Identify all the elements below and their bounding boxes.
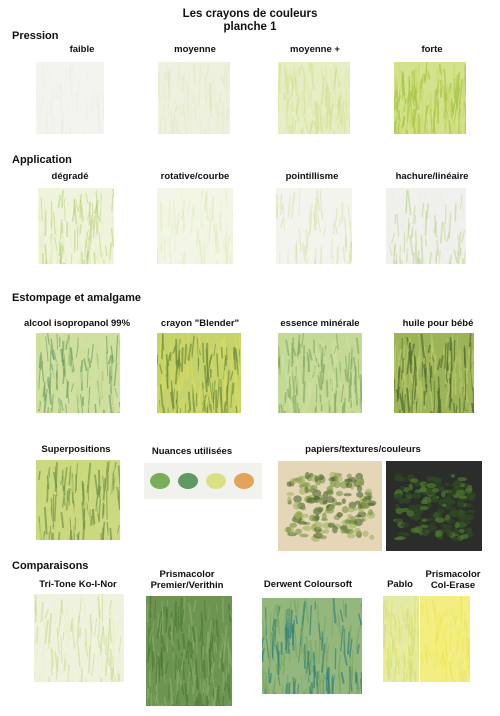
swatch-moyenne-plus [278,62,350,134]
title-line-1: Les crayons de couleurs [182,8,318,20]
swatch-faible [36,62,104,134]
swatch-colerase [420,596,470,682]
label-nuances: Nuances utilisées [151,446,233,457]
page-title [0,8,500,34]
section-title-application: Application [12,154,72,166]
label-derwent: Derwent Coloursoft [263,579,353,590]
swatch-essence-minerale [278,333,362,413]
swatch-papier-noir [386,461,482,551]
label-rotative-courbe: rotative/courbe [160,171,230,182]
label-faible: faible [69,44,95,55]
section-title-comparaisons: Comparaisons [12,560,89,572]
label-moyenne-plus: moyenne + [290,44,340,55]
swatch-degrade [38,188,114,264]
label-papiers: papiers/textures/couleurs [305,444,421,455]
nuances-strip [144,463,262,499]
swatch-blender [157,333,241,413]
label-degrade: dégradé [51,171,89,182]
nuance-swatch-1 [150,473,170,489]
label-alcool: alcool isopropanol 99% [23,318,131,329]
swatch-pablo [383,596,419,682]
label-pointillisme: pointillisme [285,171,339,182]
label-tritone: Tri-Tone Ko-I-Nor [39,579,117,590]
swatch-hachure-lineaire [386,188,466,264]
section-title-pression: Pression [12,30,59,42]
label-forte: forte [421,44,443,55]
label-moyenne: moyenne [174,44,216,55]
swatch-huile-bebe [394,333,474,413]
label-blender: crayon "Blender" [160,318,240,329]
swatch-superpositions [36,460,120,540]
swatch-tritone [34,594,124,682]
swatch-prismacolor-premier [146,596,232,706]
label-colerase-2: Col-Erase [430,580,476,591]
swatch-alcool [36,333,120,413]
section-title-estompage: Estompage et amalgame [12,292,141,304]
label-pablo: Pablo [387,579,413,590]
label-prismacolor-colerase [418,569,488,591]
swatch-moyenne [158,62,230,134]
nuance-swatch-3 [206,473,226,489]
label-colerase-1: Prismacolor [425,569,481,580]
title-line-2: planche 1 [223,21,277,33]
label-superpositions: Superpositions [41,444,111,455]
label-prismacolor-premier [140,569,234,591]
swatch-papier-creme [278,461,382,551]
label-prismacolor-premier-2: Premier/Verithin [150,580,224,591]
label-hachure-lineaire: hachure/linéaire [395,171,469,182]
swatch-forte [394,62,466,134]
label-prismacolor-premier-1: Prismacolor [159,569,215,580]
swatch-rotative-courbe [157,188,233,264]
swatch-derwent [262,598,362,694]
nuance-swatch-2 [178,473,198,489]
swatch-pointillisme [276,188,352,264]
label-huile-bebe: huile pour bébé [402,318,474,329]
label-essence-minerale: essence minérale [280,318,360,329]
nuance-swatch-4 [234,473,254,489]
